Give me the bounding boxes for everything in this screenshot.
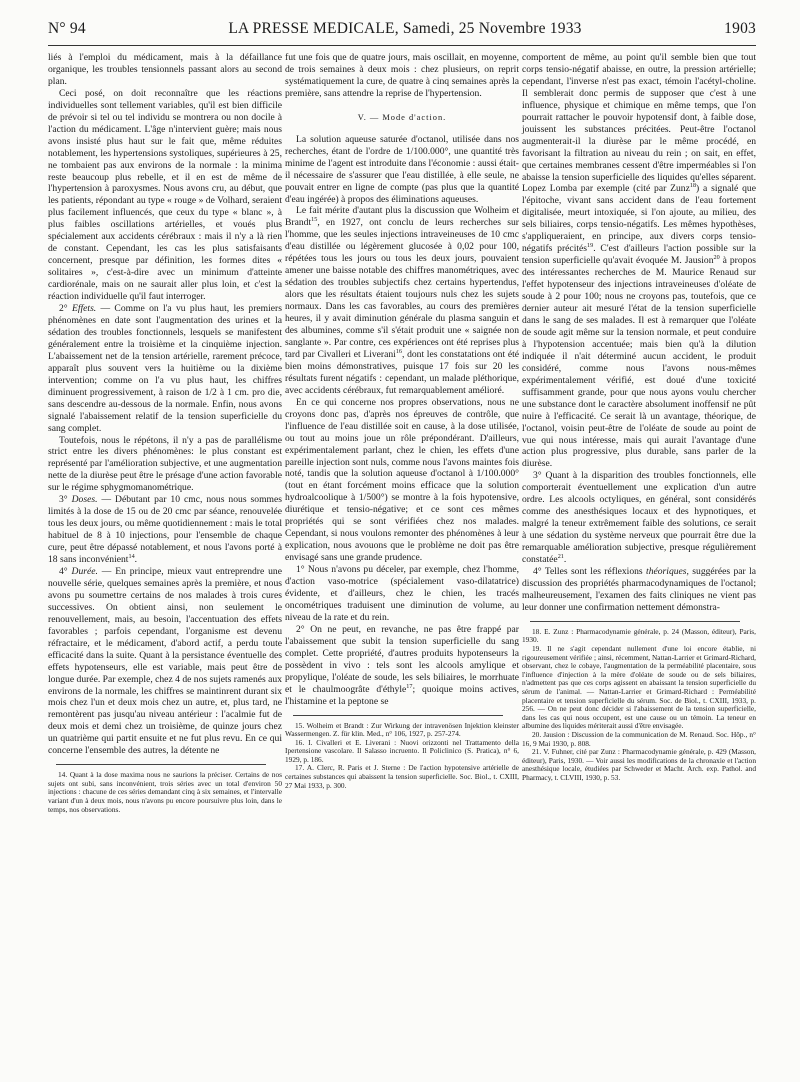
journal-title: LA PRESSE MEDICALE, Samedi, 25 Novembre 1933 — [228, 20, 582, 37]
footnotes — [522, 628, 756, 783]
column-1 — [48, 52, 282, 814]
footnote-ref: 15 — [311, 216, 318, 224]
item-number: 3° — [59, 494, 72, 506]
paragraph-text: — En principe, mieux vaut entreprendre une nouvelle série, quelques semaines après la première, et nous avons pu soumettre certains de nos malades à trois cures successives. On obtient ainsi, non seulement le renouvellement, mais, au besoin, l'accentuation des effets favorables ; parfois cependant, l'organisme est devenu réfractaire, et le médicament, d'abord actif, a perdu toute efficacité dans la suite. Quant à la persistance éventuelle des effets hypotenseurs, elle est variable, mais peut être de longue durée. Par exemple, chez 4 de nos sujets ramenés aux environs de la normale, les chiffres se maintinrent durant six mois chez l'un et deux mois chez un autre, et, plus tard, ne remontèrent pas jusqu'au niveau antérieur : l'acalmie fut de deux mois et demi chez un troisième, de quinze jours chez un quatrième qui partit ensuite et ne fut plus revu. En ce qui concerne l'ensemble des autres, la détente ne — [48, 565, 282, 757]
paragraph-text: — Comme on l'a vu plus haut, les premiers phénomènes en date sont l'augmentation des urines et la sédation des troubles fonctionnels, lesquels se manifestent généralement entre la troisième et la cinquième injection. L'abaissement net de la tension artérielle, rarement précoce, apparaît plus souvent vers la huitième ou la dixième intervention; comme on l'a vu plus haut, les chiffres diminuent progressivement, à raison de 1/2 à 1 cm. pro die, sans descendre au-dessous de la normale. Enfin, nous avons signalé l'abaissement relatif de la tension superficielle du sang complet. — [48, 303, 282, 434]
paragraph — [522, 52, 756, 470]
footnote: 14. Quant à la dose maxima nous ne saurions la préciser. Certains de nos sujets ont subi, sans inconvénient, trois séries avec un total d'environ 50 injections : chacune de ces séries demandant cinq à six semaines, et l'intervalle variant d'un à deux mois, nous n'avons pu encore poursuivre plus loin, dans le temps, nos observations. — [48, 770, 282, 814]
paragraph-text: 2° On ne peut, en revanche, ne pas être frappé par l'abaissement que subit la tension superficielle du sang complet. Cette propriété, d'autres produits hypotenseurs la possèdent in vivo : tels sont les alcools amylique et propylique, l'oléate de soude, les sels biliaires, le morrhuate et le chaulmoogrâte d'éthyle — [285, 623, 519, 695]
footnotes — [285, 722, 519, 791]
paragraph-text: à propos des intéressantes recherches de M. Maurice Renaud sur l'effet hypotenseur des injections intraveineuses d'oléate de soude à 2 pour 100; nous ne croyons pas, toutefois, que ce dernier auteur ait mesuré l'état de la tension superficielle dans le sang de ses malades. Il est à remarquer que l'oléate de soude agit même sur la tension normale, et peut conduire à l'hypotension accentuée; mais bien qu'à la dilution indiquée il n'ait déterminé aucun accident, le produit considéré, comme nous l'avons nous-mêmes expérimentalement vérifié, est doué d'une toxicité suffisamment grande, pour que nous ayons voulu chercher une substance dont le caractère absolument inoffensif ne pût nuire à l'efficacité. Ce serait là un avantage, théorique, de l'octanol, voisin peut-être de l'oléate de soude au point de vue qui nous intéresse, mais qui aurait l'avantage d'une action plus progressive, plus durable, sans parler de la diurèse. — [522, 255, 756, 470]
paragraph: Ceci posé, on doit reconnaître que les réactions individuelles sont tellement variables, qu'il est bien difficile de prévoir si tel ou tel individu se montrera ou non docile à l'action du médicament. L'âge n'intervient guère; mais nous avons insisté plus haut sur le fait que, même réduites notablement, les hypertensions systoliques, supérieures à 25, ne tombaient pas aux environs de la normale : la minima reste beaucoup plus rebelle, et il en est de même de l'hypertension à paroxysmes. Nous avons cru, au début, que les patients, répondant au type « rouge » de Volhard, seraient plus facilement influencés, que ceux du type « blanc », à plus faibles oscillations artérielles, et voués plus spécialement aux accidents cérébraux : mais il n'y a là rien de constant. Cependant, les cas les plus satisfaisants concernent, presque par définition, les formes dites « solitaires », c'est-à-dire avec un minimum d'atteinte cardiorénale, mais on ne saurait aller plus loin, et c'est la réaction individuelle qu'il faut interroger. — [48, 87, 282, 303]
column-2 — [285, 52, 519, 790]
paragraph-text: comportent de même, au point qu'il semble bien que tout corps tensio-négatif abaisse, en outre, la pression artérielle; cependant, l'inverse n'est pas exact, témoin l'acétyl-choline. Il semblerait donc permis de supposer que c'est à une influence, physique et chimique en même temps, que l'on pourrait rattacher le pouvoir hypotensif dont, à faible dose, jouissent les substances précitées. Peut-être l'octanol augmenterait-il la diurèse par le même procédé, en favorisant la filtration au niveau du rein ; on sait, en effet, que certaines membranes cessent d'être imperméables si l'on abaisse la tension superficielle des liquides qu'elles séparent. Lopez Lomba par exemple (cité par Zunz — [522, 52, 756, 195]
paragraph-text: ; quoique moins actives, l'histamine et la peptone se — [285, 683, 519, 707]
footnotes — [48, 771, 282, 814]
footnote: 20. Jausion : Discussion de la communication de M. Renaud. Soc. Hôp., n° 16, 9 Mai 1930, p. 808. — [522, 729, 756, 748]
paragraph-text: 3° Quant à la disparition des troubles fonctionnels, elle comporterait éventuellement une explication d'un autre ordre. Les alcools octyliques, en général, sont considérés comme des anesthésiques locaux et des hypnotiques, et malgré la teneur extrêmement faible des solutions, ce serait à une sédation du système nerveux que pourrait être due la remarquable amélioration subjective, presque régulièrement constatée — [522, 470, 756, 566]
paragraph — [285, 205, 519, 396]
item-heading: Durée. — [71, 565, 98, 577]
paragraph-text: , en 1927, ont conclu de leurs recherches sur l'homme, que les seules injections intraveineuses de 10 cmc d'eau distillée ou légèrement glucosée à 0,02 pour 100, répétées tous les jours ou tous les deux jours, pouvaient amener une baisse notable des chiffres manométriques, avec sédation des troubles subjectifs chez certains hypertendus, alors que les résultats étaient toujours nuls chez les sujets normaux. Dans les cas favorables, au cours des premières heures, il y avait diminution générale du plasma sanguin et des albumines, comme s'il s'était produit une « saignée non sanglante ». Par contre, ces expériences ont été reprises plus tard par Civalleri et Liverani — [285, 217, 519, 360]
paragraph-text: 4° Telles sont les réflexions — [533, 565, 647, 577]
paragraph — [285, 624, 519, 708]
emphasis: théoriques, — [646, 565, 689, 577]
footnote-ref: 21 — [557, 552, 564, 560]
footnote-ref: 17 — [406, 682, 413, 690]
item-heading: Doses. — [71, 494, 98, 506]
footnote: 15. Wolheim et Brandt : Zur Wirkung der intravenösen Injektion kleinster Wassermengen. Z. für klin. Med., n° 106, 1927, p. 257-274. — [285, 720, 519, 739]
footnote: 21. V. Fuhner, cité par Zunz : Pharmacodynamie générale, p. 429 (Masson, éditeur), Paris, 1930. — Voir aussi les modifications de la chronaxie et l'action anesthésique locale, étudiées par Schweder et Macht. Arch. exp. Pathol. and Pharmacy, t. CLVIII, 1930, p. 53. — [522, 747, 756, 782]
page-number: 1903 — [724, 20, 756, 37]
paragraph-text: , dont les constatations ont été bien moins démonstratives, puisque 17 fois sur 20 les résultats furent négatifs : cependant, un malade pléthorique, avec accidents cérébraux, fut remarquablement amélioré. — [285, 348, 519, 396]
footnote-ref: 20 — [713, 254, 720, 262]
page-header — [48, 20, 756, 44]
paragraph — [48, 303, 282, 434]
footnote: 18. E. Zunz : Pharmacodynamie générale, p. 24 (Masson, éditeur), Paris, 1930. — [522, 626, 756, 645]
footnote-ref: 14 — [128, 552, 135, 560]
section-heading: V. — Mode d'action. — [357, 112, 447, 122]
paragraph: La solution aqueuse saturée d'octanol, utilisée dans nos recherches, étant de l'ordre de 1/100.000°, une quantité très minime de l'agent est introduite dans l'économie : aussi était-il nécessaire de s'assurer que l'eau distillée, à elle seule, ne pouvait entrer en ligne de compte (pas plus que la quantité d'eau ingérée) à propos des éliminations aqueuses. — [285, 133, 519, 205]
item-heading: Effets. — [71, 303, 97, 315]
column-3 — [522, 52, 756, 782]
paragraph: fut une fois que de quatre jours, mais oscillait, en moyenne, de trois semaines à deux mois : chez plusieurs, on reprit systématiquement la cure, de quatre à cinq semaines après la première, sans attendre la reprise de l'hypertension. — [285, 52, 519, 99]
footnote-rule — [530, 621, 740, 622]
footnote: 16. I. Civalleri et E. Liverani : Nuovi orizzonti nel Trattamento della Ipertensione vascolare. Il Salasso incruento. Il Policlinico (S. Pratica), n° 6, 1929, p. 186. — [285, 737, 519, 764]
paragraph-text: . C'est d'ailleurs l'action possible sur la tension superficielle qu'avait évoquée M. Jausion — [522, 243, 756, 267]
paragraph-text: suggérées par la discussion des propriétés pharmacodynamiques de l'octanol; malheureusement, l'examen des faits cliniques ne vient pas leur donner une confirmation nettement démonstra- — [522, 565, 757, 613]
paragraph-text: Le fait mérite d'autant plus la discussion que Wolheim et Brandt — [285, 205, 519, 229]
footnote-ref: 18 — [689, 182, 697, 190]
footnote-rule — [56, 764, 266, 765]
paragraph: Toutefois, nous le répétons, il n'y a pas de parallélisme strict entre les divers phénomènes: le plus constant est représenté par l'amélioration subjective, et une augmentation nette de la diurèse peut être le présage d'une action favorable sur le régime sphygmomanométrique. — [48, 434, 282, 494]
paragraph — [522, 470, 756, 566]
punctuation: . — [134, 554, 138, 566]
footnote: 19. Il ne s'agit cependant nullement d'une loi encore établie, ni rigoureusement vérifiée ; ainsi, récemment, Nattan-Larrier et Grimard-Richard, observant, chez le cobaye, l'augmentation de la perméabilité placentaire, sous l'influence d'injection à la mère d'oléate de soude ou de sels biliaires, n'admettent pas que ces corps agissent en abaissant la tension superficielle du sérum de l'animal. — Nattan-Larrier et Grimard-Richard : Perméabilité placentaire et tension superficielle du sérum. Soc. de Biol., t. CXIII, 1933, p. 256. — On ne peut donc décider si l'abaissement de la tension superficielle, dans les cas qui nous occupent, est une cause ou un témoin. La teneur en albumine des liquides mériterait aussi d'être envisagée. — [522, 643, 756, 731]
item-number: 2° — [59, 303, 72, 315]
footnote-rule — [293, 715, 503, 716]
issue-number: N° 94 — [48, 20, 86, 37]
paragraph: En ce qui concerne nos propres observations, nous ne croyons donc pas, d'après nos épreuves de contrôle, que l'influence de l'eau distillée soit en cause, à la dose utilisée, ou tout au moins joue un rôle prépondérant. D'ailleurs, expérimentalement parlant, chez le chien, les effets d'une pareille injection sont nuls, comme nous l'avons maintes fois noté, tandis que la solution aqueuse d'octanol à 1/100.000° (tout en étant forcément moins efficace que la solution hydroalcoolique à 1/500°) se montre à la fois hypotensive, diurétique et tensio-négative; et ce sont ces mêmes propriétés qui se sont vérifiées chez nos malades. Cependant, si nous voulons remonter des phénomènes à leur explication, nous avouons que le problème ne doit pas être envisagé sans une grande prudence. — [285, 396, 519, 564]
paragraph — [48, 566, 282, 757]
item-number: 4° — [59, 565, 72, 577]
paragraph — [522, 566, 756, 614]
footnote-ref: 16 — [395, 347, 403, 355]
paragraph-text: — Débutant par 10 cmc, nous nous sommes limités à la dose de 15 ou de 20 cmc par séance, renouvelée tous les deux jours, ou même quotidiennement : mais le total habituel de 8 à 10 injections, pour l'ensemble de chaque cure, peut être dépassé notablement, et nous l'avons porté à 18 sans inconvénient — [48, 494, 282, 566]
paragraph-text: ) a signalé que l'épitoche, vivant sans accident dans de l'eau fortement digitalisée, meurt intoxiquée, si l'on ajoute, au milieu, des sels biliaires, corps tensio-négatifs. Les mêmes hypothèses, s'appliqueraient, en principe, aux divers corps tensio-négatifs précités — [522, 183, 756, 255]
paragraph: 1° Nous n'avons pu déceler, par exemple, chez l'homme, d'action vaso-motrice (spécialement vaso-dilatatrice) évidente, et d'ailleurs, chez le chien, les tracés oncométriques traduisent une diminution de volume, au niveau de la rate et du rein. — [285, 564, 519, 623]
paragraph — [48, 494, 282, 566]
footnote-ref: 19 — [587, 242, 594, 250]
header-rule — [48, 45, 756, 46]
paragraph: liés à l'emploi du médicament, mais à la défaillance organique, les troubles tensionnels passant alors au second plan. — [48, 52, 282, 87]
footnote: 17. A. Clerc, R. Paris et J. Sterne : De l'action hypotensive artérielle de certaines substances qui abaissent la tension superficielle. Soc. Biol., t. CXIII, 27 Mai 1933, p. 300. — [285, 763, 519, 790]
punctuation: . — [563, 554, 567, 566]
